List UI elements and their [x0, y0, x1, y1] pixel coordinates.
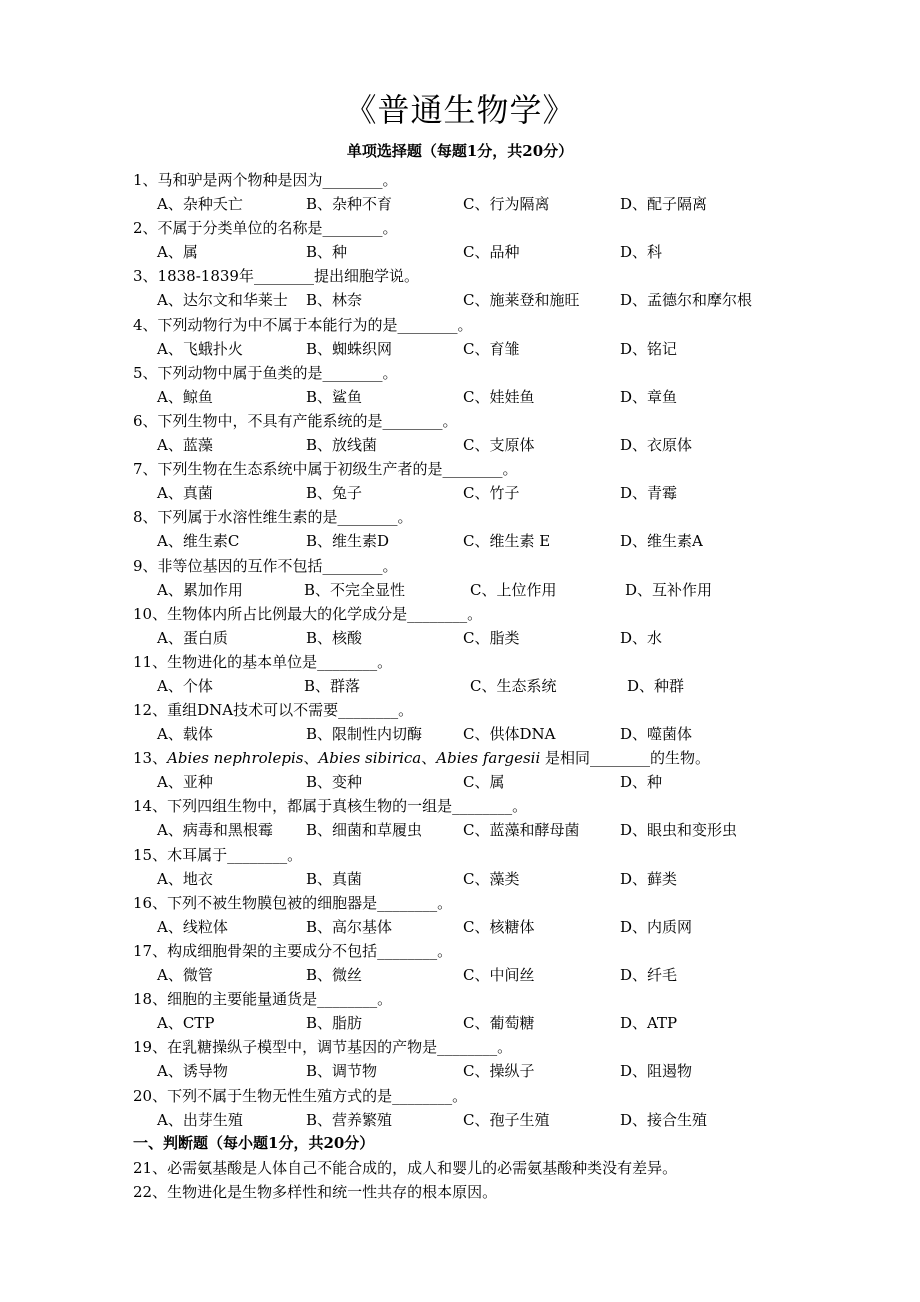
option-a: A、个体 [157, 676, 213, 695]
option-d: D、孟德尔和摩尔根 [620, 291, 753, 310]
question-options [0, 288, 920, 312]
question-12 [0, 698, 920, 746]
question-19 [0, 1035, 920, 1083]
question-stem: 5、下列动物中属于鱼类的是________。 [133, 363, 398, 382]
question-stem: 9、非等位基因的互作不包括________。 [133, 556, 398, 575]
question-5 [0, 361, 920, 409]
question-15 [0, 843, 920, 891]
option-d: D、水 [620, 628, 663, 647]
question-16 [0, 891, 920, 939]
question-18 [0, 987, 920, 1035]
question-options [0, 963, 920, 987]
option-d: D、阻遏物 [620, 1062, 693, 1081]
option-c: C、孢子生殖 [463, 1110, 550, 1129]
option-b: B、核酸 [306, 628, 363, 647]
option-c: C、核糖体 [463, 917, 535, 936]
option-c: C、生态系统 [470, 676, 557, 695]
question-1 [0, 168, 920, 216]
document-title: 《普通生物学》 [344, 91, 576, 129]
question-stem: 10、生物体内所占比例最大的化学成分是________。 [133, 604, 483, 623]
option-d: D、互补作用 [625, 580, 713, 599]
question-options [0, 867, 920, 891]
question-options [0, 818, 920, 842]
option-c: C、藻类 [463, 869, 520, 888]
option-a: A、杂种夭亡 [157, 195, 243, 213]
option-c: C、竹子 [463, 484, 520, 503]
option-c: C、维生素 E [463, 532, 551, 551]
option-d: D、内质网 [620, 917, 693, 936]
species-name: Abies fargesii [436, 749, 541, 768]
option-b: B、林奈 [306, 291, 363, 310]
question-stem: 19、在乳糖操纵子模型中，调节基因的产物是________。 [133, 1038, 513, 1057]
option-d: D、青霉 [620, 484, 678, 503]
option-b: B、细菌和草履虫 [306, 821, 423, 840]
option-c: C、育雏 [463, 339, 520, 358]
option-d: D、章鱼 [620, 387, 678, 406]
question-10 [0, 602, 920, 650]
option-c: C、葡萄糖 [463, 1014, 535, 1033]
stem-prefix: 13、 [133, 749, 168, 768]
option-b: B、变种 [306, 773, 363, 792]
option-c: C、支原体 [463, 435, 535, 454]
question-stem: 12、重组DNA技术可以不需要________。 [133, 701, 414, 720]
option-a: A、飞蛾扑火 [157, 339, 243, 358]
question-stem: 16、下列不被生物膜包被的细胞器是________。 [133, 893, 453, 912]
option-b: B、种 [306, 243, 348, 262]
option-c: C、脂类 [463, 628, 520, 647]
option-a: A、属 [157, 243, 198, 262]
option-d: D、衣原体 [620, 435, 693, 454]
species-name: Abies sibirica [318, 749, 422, 768]
option-d: D、噬菌体 [620, 725, 693, 744]
option-b: B、蜘蛛织网 [306, 339, 393, 358]
option-d: D、配子隔离 [620, 195, 708, 213]
question-6 [0, 409, 920, 457]
option-a: A、载体 [157, 725, 213, 744]
option-a: A、病毒和黑根霉 [157, 821, 273, 840]
option-a: A、出芽生殖 [157, 1110, 243, 1129]
question-options [0, 433, 920, 457]
option-a: A、达尔文和华莱士 [157, 291, 288, 310]
question-3 [0, 264, 920, 312]
option-c: C、供体DNA [463, 725, 556, 744]
option-b: B、兔子 [306, 484, 363, 503]
question-stem: 17、构成细胞骨架的主要成分不包括________。 [133, 942, 453, 960]
question-options [0, 578, 920, 602]
question-options [0, 337, 920, 361]
option-b: B、放线菌 [306, 435, 378, 454]
option-a: A、亚种 [157, 773, 213, 792]
question-7 [0, 457, 920, 505]
option-d: D、科 [620, 243, 663, 262]
option-b: B、群落 [304, 676, 361, 695]
option-b: B、鲨鱼 [306, 387, 363, 406]
option-d: D、纤毛 [620, 966, 678, 984]
option-d: D、维生素A [620, 532, 703, 551]
option-b: B、高尔基体 [306, 917, 393, 936]
judgement-22: 22、生物进化是生物多样性和统一性共存的根本原因。 [133, 1183, 498, 1201]
question-options [0, 240, 920, 264]
question-13 [0, 746, 920, 794]
option-d: D、种群 [627, 676, 685, 695]
option-b: B、脂肪 [306, 1014, 363, 1033]
question-20 [0, 1084, 920, 1132]
question-14 [0, 794, 920, 842]
question-options [0, 722, 920, 746]
question-options [0, 529, 920, 553]
option-a: A、真菌 [157, 484, 213, 503]
question-stem: 4、下列动物行为中不属于本能行为的是________。 [133, 315, 473, 334]
separator: 、 [421, 749, 437, 768]
species-name: Abies nephrolepis [167, 749, 304, 768]
question-9 [0, 554, 920, 602]
question-options [0, 770, 920, 794]
option-b: B、营养繁殖 [306, 1110, 393, 1129]
question-options [0, 674, 920, 698]
option-b: B、限制性内切酶 [306, 725, 423, 744]
question-4 [0, 313, 920, 361]
option-d: D、ATP [620, 1014, 678, 1033]
option-d: D、接合生殖 [620, 1110, 708, 1129]
question-list [0, 168, 920, 1132]
option-b: B、真菌 [306, 869, 363, 888]
option-a: A、累加作用 [157, 580, 243, 599]
question-2 [0, 216, 920, 264]
question-options [0, 1059, 920, 1083]
option-d: D、藓类 [620, 869, 678, 888]
option-a: A、诱导物 [157, 1062, 228, 1081]
question-stem: 6、下列生物中，不具有产能系统的是________。 [133, 411, 458, 430]
option-b: B、调节物 [306, 1062, 378, 1081]
option-b: B、杂种不育 [306, 195, 393, 213]
question-stem: 7、下列生物在生态系统中属于初级生产者的是________。 [133, 460, 518, 479]
option-c: C、娃娃鱼 [463, 387, 535, 406]
option-d: D、铭记 [620, 339, 678, 358]
option-c: C、属 [463, 773, 505, 792]
option-a: A、CTP [157, 1014, 215, 1033]
option-c: C、蓝藻和酵母菌 [463, 821, 580, 840]
question-options [0, 192, 920, 216]
judgement-21: 21、必需氨基酸是人体自己不能合成的，成人和婴儿的必需氨基酸种类没有差异。 [133, 1159, 678, 1177]
question-stem: 1、马和驴是两个物种是因为________。 [133, 171, 398, 189]
option-d: D、眼虫和变形虫 [620, 821, 738, 840]
section-header-true-false: 一、判断题（每小题1分，共20分） [133, 1134, 375, 1152]
option-a: A、微管 [157, 966, 213, 984]
question-stem: 11、生物进化的基本单位是________。 [133, 652, 393, 671]
question-stem: 2、不属于分类单位的名称是________。 [133, 219, 398, 238]
option-c: C、品种 [463, 243, 520, 262]
question-17 [0, 939, 920, 987]
question-11 [0, 650, 920, 698]
question-options [0, 1108, 920, 1132]
question-stem: 8、下列属于水溶性维生素的是________。 [133, 508, 413, 527]
option-a: A、蓝藻 [157, 435, 213, 454]
option-a: A、鲸鱼 [157, 387, 213, 406]
option-a: A、维生素C [157, 532, 240, 551]
option-b: B、不完全显性 [304, 580, 406, 599]
option-c: C、施莱登和施旺 [463, 291, 580, 310]
option-c: C、操纵子 [463, 1062, 535, 1081]
question-options [0, 915, 920, 939]
question-options [0, 385, 920, 409]
option-c: C、上位作用 [470, 580, 557, 599]
question-stem: 3、1838-1839年________提出细胞学说。 [133, 267, 419, 286]
question-options [0, 626, 920, 650]
question-options [0, 481, 920, 505]
option-b: B、微丝 [306, 966, 363, 984]
question-stem: 20、下列不属于生物无性生殖方式的是________。 [133, 1086, 468, 1105]
question-stem: 15、木耳属于________。 [133, 845, 303, 864]
stem-suffix: 是相同________的生物。 [540, 749, 711, 768]
question-stem: 18、细胞的主要能量通货是________。 [133, 990, 393, 1009]
option-a: A、蛋白质 [157, 628, 228, 647]
option-c: C、行为隔离 [463, 195, 550, 213]
option-b: B、维生素D [306, 532, 390, 551]
option-d: D、种 [620, 773, 663, 792]
option-a: A、地衣 [157, 869, 213, 888]
separator: 、 [303, 749, 319, 768]
question-8 [0, 505, 920, 553]
question-options [0, 1011, 920, 1035]
question-stem: 14、下列四组生物中，都属于真核生物的一组是________。 [133, 797, 528, 816]
option-c: C、中间丝 [463, 966, 535, 984]
option-a: A、线粒体 [157, 917, 228, 936]
question-stem [133, 746, 710, 770]
section-header-multiple-choice: 单项选择题（每题1分，共20分） [346, 142, 574, 160]
